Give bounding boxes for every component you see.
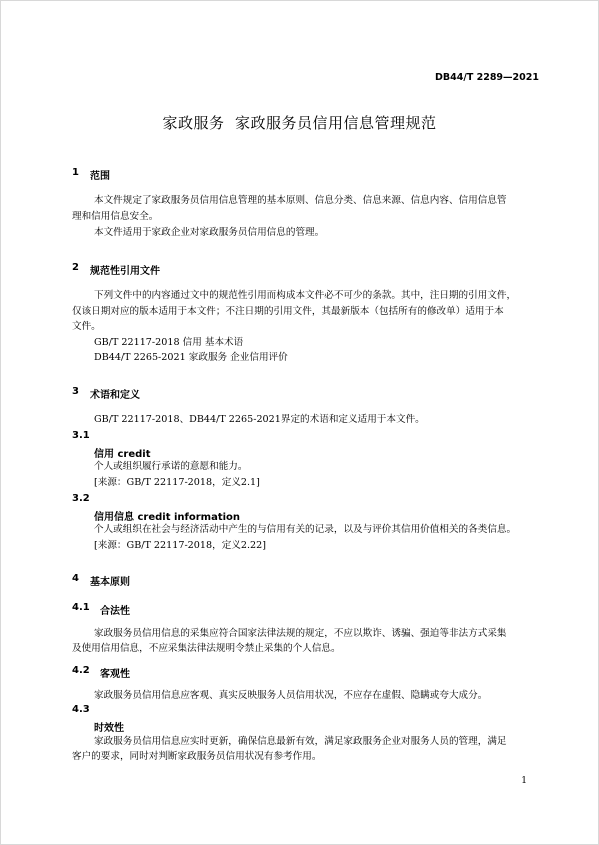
section-1-para-2: 本文件适用于家政企业对家政服务员信用信息的管理。 [94, 227, 325, 238]
section-2-para-1b: 仅该日期对应的版本适用于本文件；不注日期的引用文件，其最新版本（包括所有的修改单）适用于本 [72, 306, 504, 317]
clause-4-3-number: 4.3 [72, 704, 90, 715]
clause-4-3-para-1: 家政服务员信用信息应实时更新，确保信息最新有效，满足家政服务企业对服务人员的管理，满足 [94, 736, 507, 747]
section-1-heading: 范围 [90, 171, 110, 182]
section-3-number: 3 [72, 386, 79, 397]
reference-2: DB44/T 2265-2021 家政服务 企业信用评价 [94, 352, 288, 363]
section-1-number: 1 [72, 167, 79, 178]
section-2-para-1c: 文件。 [72, 321, 101, 332]
section-1-para-1a: 本文件规定了家政服务员信用信息管理的基本原则、信息分类、信息来源、信息内容、信用信息管 [94, 195, 507, 206]
clause-4-2-para-1: 家政服务员信用信息应客观、真实反映服务人员信用状况，不应存在虚假、隐瞒或夸大成分。 [94, 690, 488, 701]
section-3-intro: GB/T 22117-2018、DB44/T 2265-2021界定的术语和定义适用于本文件。 [94, 414, 425, 425]
section-4-number: 4 [72, 573, 79, 584]
reference-1: GB/T 22117-2018 信用 基本术语 [94, 337, 244, 348]
clause-4-3-heading: 时效性 [94, 723, 124, 734]
clause-4-1-para-1: 家政服务员信用信息的采集应符合国家法律法规的规定，不应以欺诈、诱骗、强迫等非法方式采集 [94, 628, 507, 639]
clause-4-1-para-2: 及使用信用信息，不应采集法律法规明令禁止采集的个人信息。 [72, 643, 341, 654]
clause-4-2-number: 4.2 [72, 665, 90, 676]
term-3-1-definition: 个人或组织履行承诺的意愿和能力。 [94, 461, 248, 472]
clause-4-2-heading: 客观性 [100, 669, 130, 680]
standard-id: DB44/T 2289—2021 [435, 72, 539, 83]
document-title: 家政服务 家政服务员信用信息管理规范 [162, 114, 437, 132]
section-1-para-1b: 理和信用信息安全。 [72, 211, 159, 222]
section-3-heading: 术语和定义 [90, 390, 140, 401]
section-2-number: 2 [72, 262, 79, 273]
term-3-1-number: 3.1 [72, 430, 90, 441]
clause-4-3-para-2: 客户的要求，同时对判断家政服务员信用状况有参考作用。 [72, 751, 322, 762]
section-2-para-1a: 下列文件中的内容通过文中的规范性引用而构成本文件必不可少的条款。其中，注日期的引用文件， [94, 290, 517, 301]
term-3-2-source: [来源：GB/T 22117-2018，定义2.22] [94, 540, 266, 551]
section-4-heading: 基本原则 [90, 577, 130, 588]
clause-4-1-number: 4.1 [72, 602, 90, 613]
term-3-2-definition: 个人或组织在社会与经济活动中产生的与信用有关的记录，以及与评价其信用价值相关的各类信息。 [94, 524, 517, 535]
term-3-2-title: 信用信息 credit information [94, 512, 241, 523]
term-3-1-title: 信用 credit [94, 449, 151, 460]
term-3-2-number: 3.2 [72, 493, 90, 504]
section-2-heading: 规范性引用文件 [90, 266, 160, 277]
clause-4-1-heading: 合法性 [100, 606, 130, 617]
term-3-1-source: [来源：GB/T 22117-2018，定义2.1] [94, 477, 260, 488]
page-number: 1 [521, 776, 527, 786]
